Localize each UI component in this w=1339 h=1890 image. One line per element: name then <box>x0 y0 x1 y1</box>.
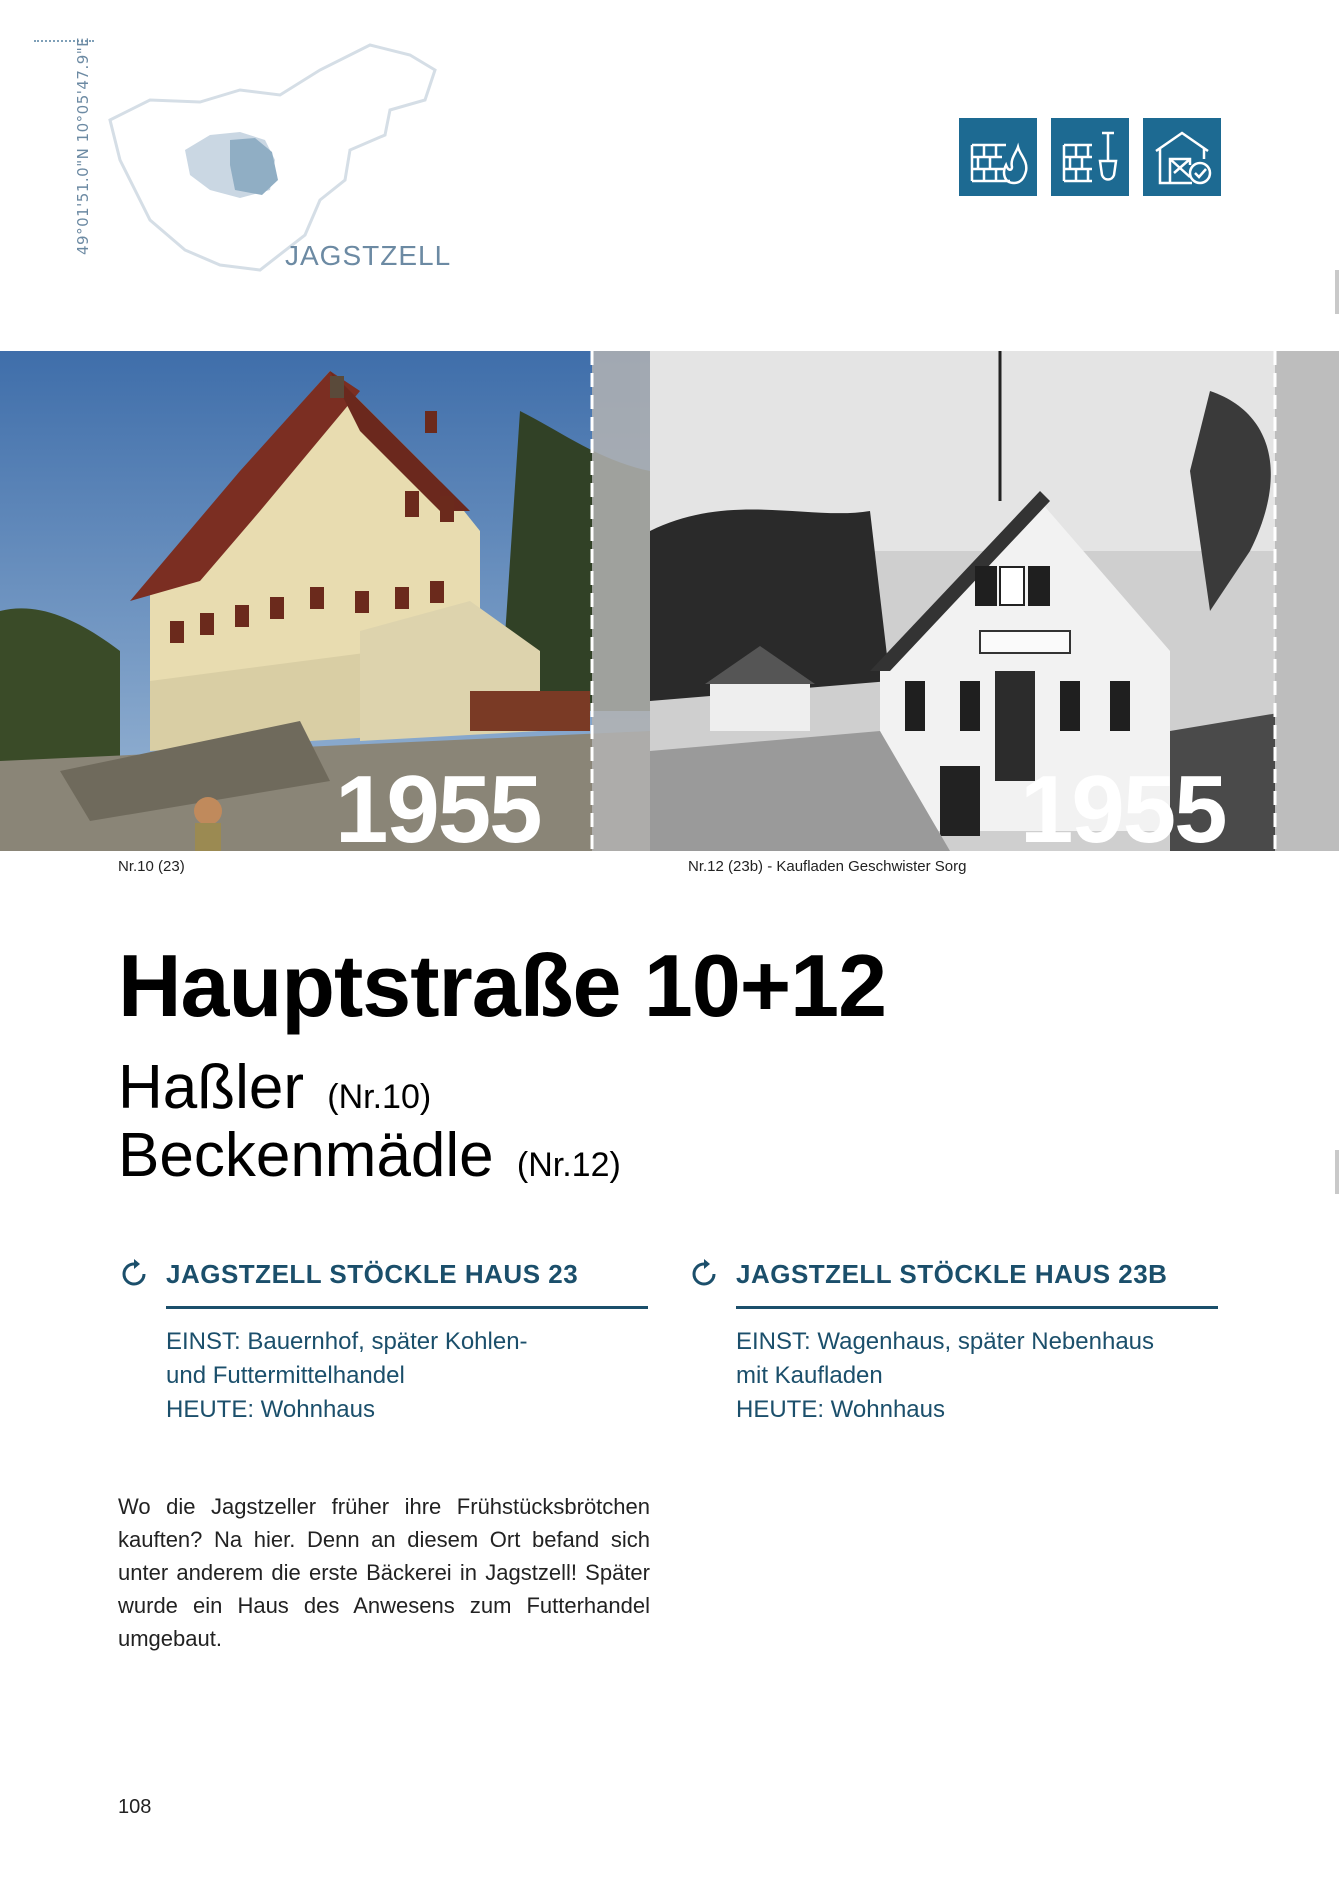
coordinates-block <box>34 36 92 260</box>
photo-caption: Nr.12 (23b) - Kaufladen Geschwister Sorg <box>688 858 967 875</box>
section-header <box>118 1254 648 1294</box>
brick-wall-shovel-icon <box>1051 118 1129 196</box>
subtitle-name: Beckenmädle <box>118 1121 494 1190</box>
section-line: EINST: Wagenhaus, später Nebenhaus <box>736 1328 1155 1355</box>
section-header <box>688 1254 1218 1294</box>
subtitle-number: (Nr.10) <box>327 1078 432 1116</box>
section-line: und Futtermittelhandel <box>166 1362 405 1389</box>
page-title: Hauptstraße 10+12 <box>118 936 887 1035</box>
photo-year: 1955 <box>335 756 541 851</box>
photo-caption: Nr.10 (23) <box>118 858 185 875</box>
edge-mark <box>1335 270 1339 314</box>
photo-strip <box>0 351 1339 851</box>
page-number: 108 <box>118 1796 152 1818</box>
brick-wall-fire-icon <box>959 118 1037 196</box>
refresh-icon <box>688 1258 720 1290</box>
section-haus-23b <box>688 1254 1218 1427</box>
photo-year: 1955 <box>1020 756 1226 851</box>
barn-check-icon <box>1143 118 1221 196</box>
subtitle-number: (Nr.12) <box>516 1146 621 1184</box>
section-body <box>166 1325 648 1427</box>
section-divider <box>166 1306 648 1309</box>
photo-nr12 <box>650 351 1339 851</box>
section-haus-23 <box>118 1254 648 1427</box>
map-label: JAGSTZELL <box>285 240 452 271</box>
section-body <box>736 1325 1218 1427</box>
body-paragraph: Wo die Jagstzeller früher ihre Frühstücksbrötchen kauften? Na hier. Denn an diesem Ort befand sich unter anderem die erste Bäckerei in Jagstzell! Später wurde ein Haus des Anwesens zum Futterhandel umgebaut. <box>118 1494 650 1651</box>
refresh-icon <box>118 1258 150 1290</box>
section-title: JAGSTZELL STÖCKLE HAUS 23 <box>166 1258 579 1289</box>
coordinates-text: 49°01'51.0"N 10°05'47.9"E <box>74 36 92 255</box>
subtitle-beckenmaedle <box>118 1120 621 1191</box>
section-line: mit Kaufladen <box>736 1362 883 1389</box>
section-divider <box>736 1306 1218 1309</box>
section-line: HEUTE: Wohnhaus <box>736 1396 945 1423</box>
category-icons <box>959 118 1221 196</box>
locator-map <box>90 40 470 280</box>
subtitle-hassler <box>118 1052 431 1123</box>
subtitle-name: Haßler <box>118 1053 305 1122</box>
edge-mark <box>1335 1150 1339 1194</box>
section-line: EINST: Bauernhof, später Kohlen- <box>166 1328 528 1355</box>
section-line: HEUTE: Wohnhaus <box>166 1396 375 1423</box>
photo-nr10 <box>0 351 650 851</box>
section-title: JAGSTZELL STÖCKLE HAUS 23B <box>736 1258 1168 1289</box>
